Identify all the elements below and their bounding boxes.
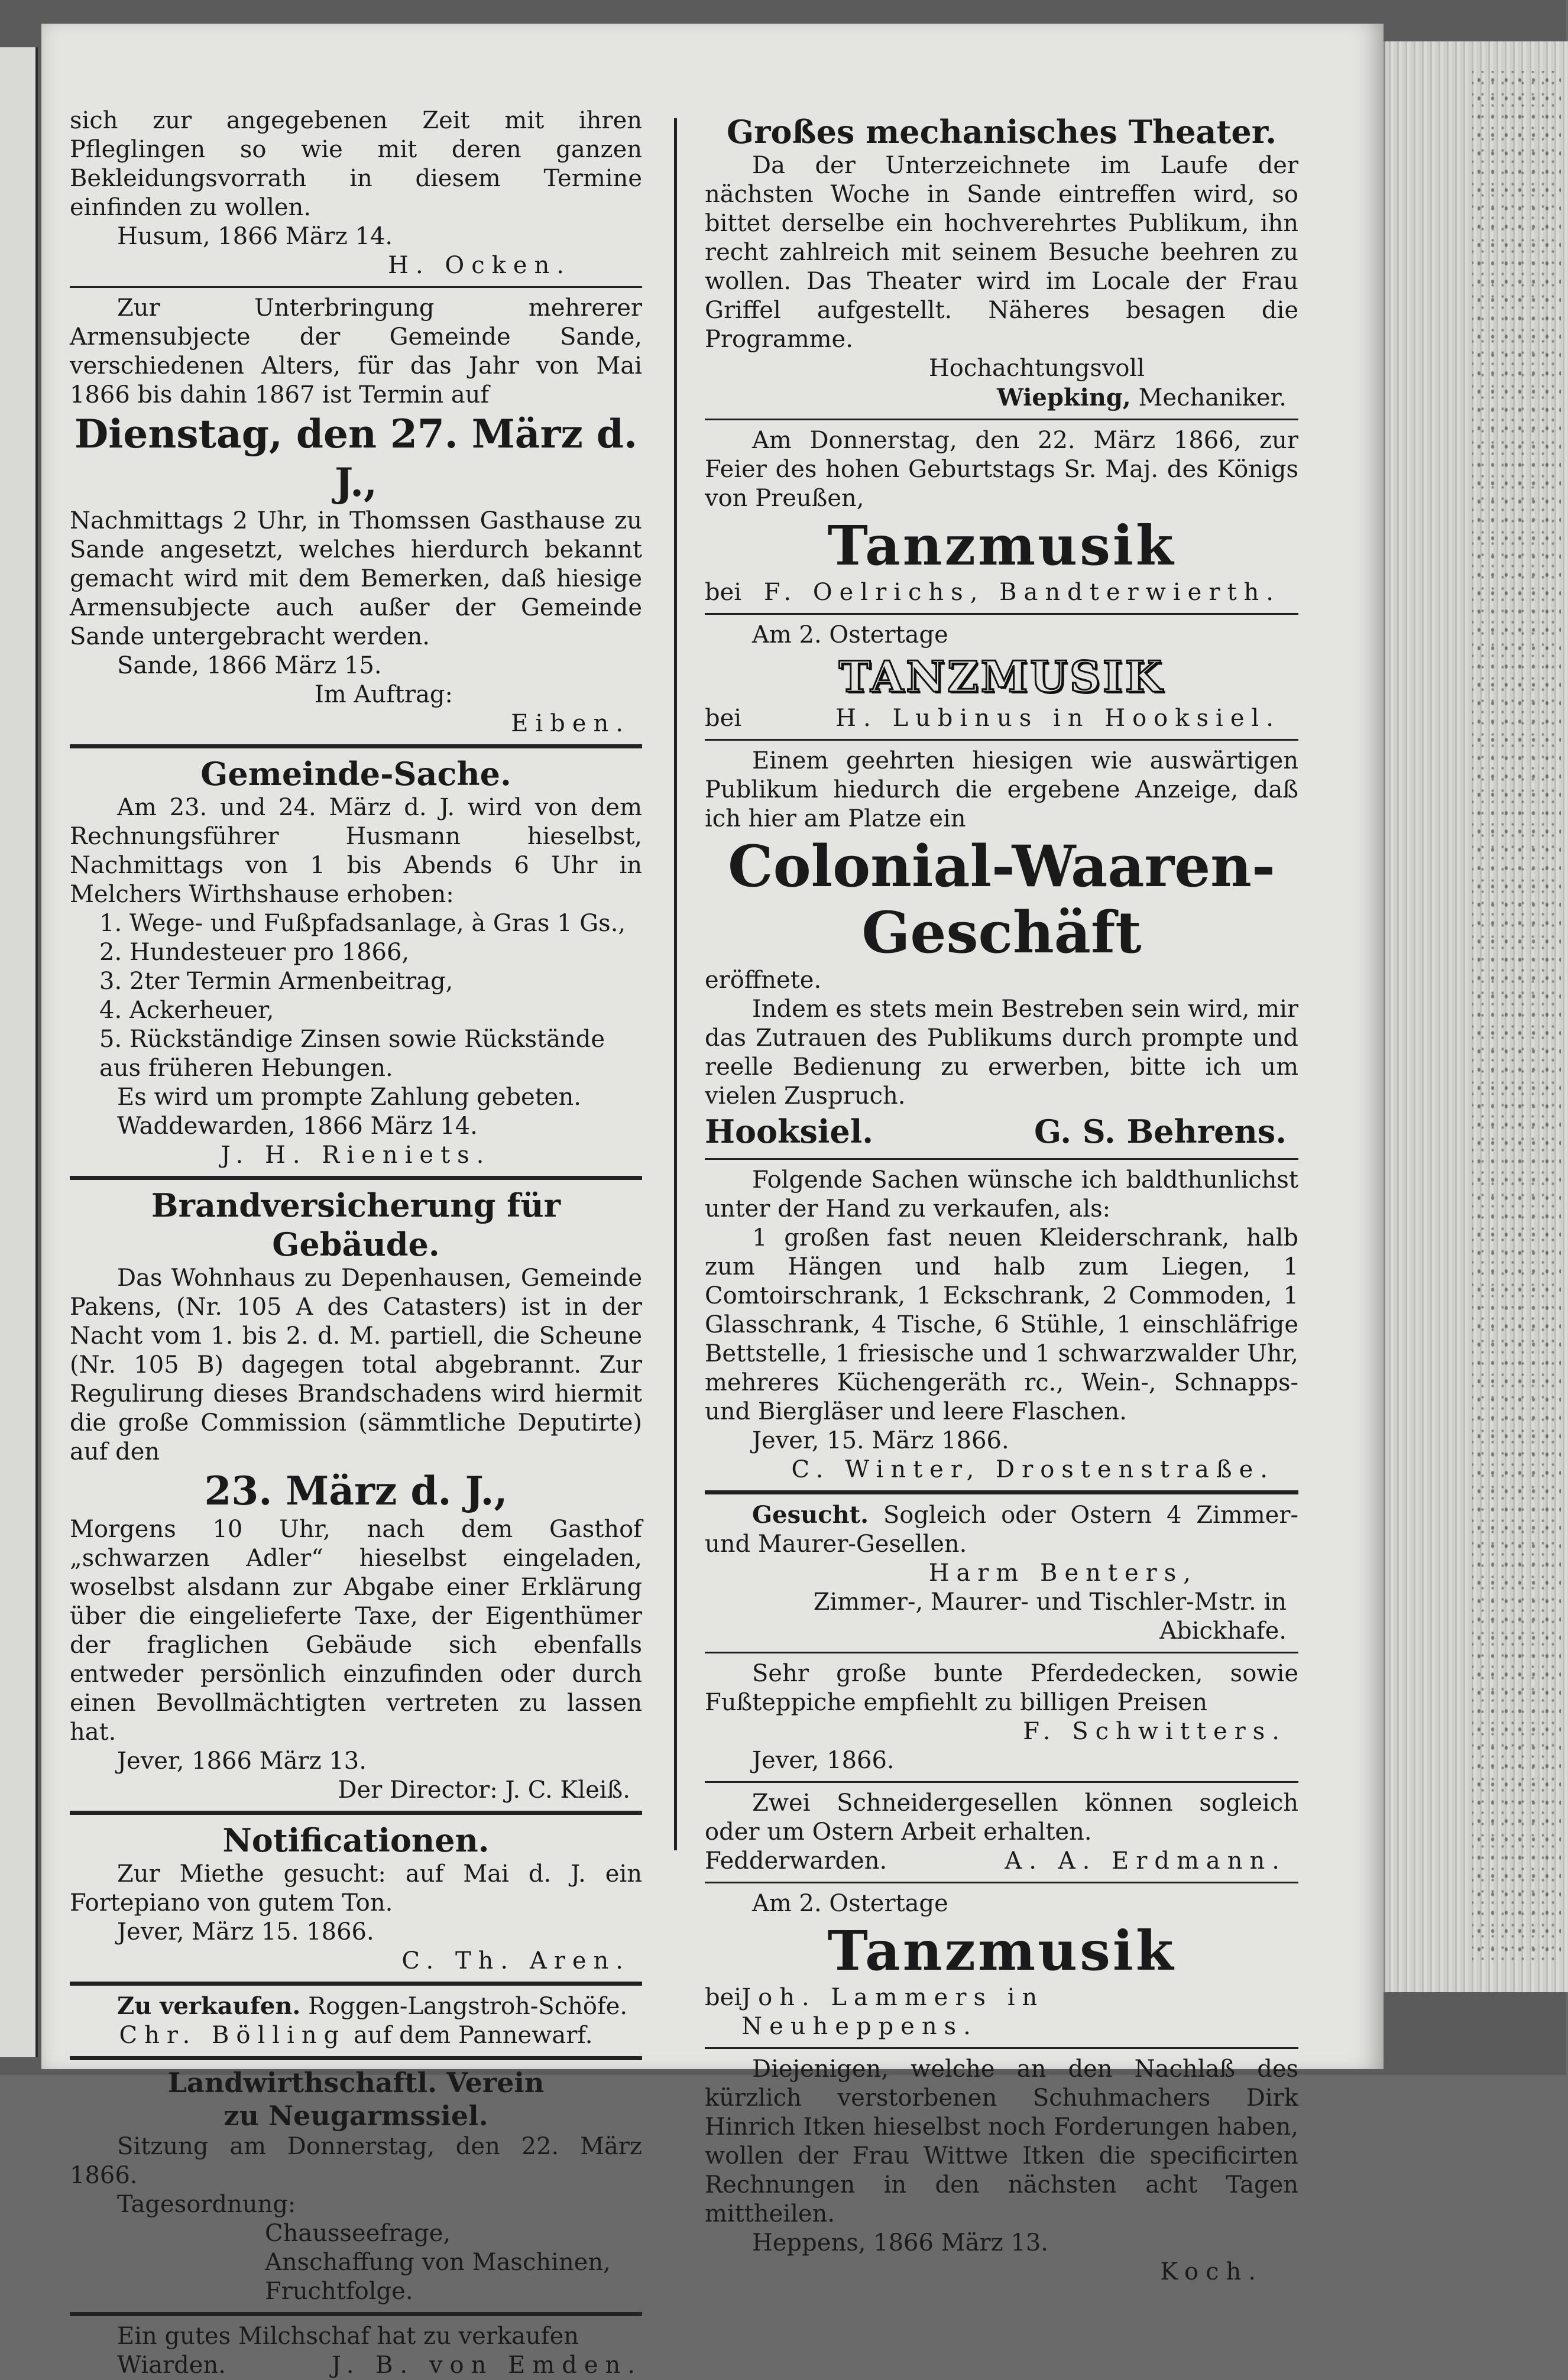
separator	[70, 2312, 642, 2316]
agenda-item: Chausseefrage,	[265, 2220, 451, 2247]
ad-signature: Joh. Lammers in Neuheppens.	[741, 1984, 1045, 2040]
signature-name: Wiepking,	[997, 384, 1131, 411]
notice-text: Zur Miethe gesucht: auf Mai d. J. ein Fortepiano von gutem Ton.	[70, 1860, 642, 1917]
ad-bei: bei	[705, 1984, 742, 2011]
ad-text: Einem geehrten hiesigen wie auswärtigen Publikum hiedurch die ergebene Anzeige, daß ich hier am Platze ein	[705, 747, 1298, 832]
notice-place: Waddewarden, 1866 März 14.	[117, 1113, 478, 1140]
ad-signature: H. Lubinus in Hooksiel.	[835, 705, 1281, 732]
ad-place: Heppens, 1866 März 13.	[752, 2229, 1048, 2256]
separator	[705, 1490, 1298, 1494]
notice-text: Ein gutes Milchschaf hat zu verkaufen	[117, 2323, 579, 2350]
ad-lead: Gesucht.	[752, 1501, 869, 1529]
ad-signature: Zimmer-, Maurer- und Tischler-Mstr. in Abickhafe.	[813, 1588, 1287, 1645]
notice-text: Morgens 10 Uhr, nach dem Gasthof „schwarzen Adler“ hieselbst eingeladen, woselbst alsdann zur Abgabe einer Erklärung über die eingelieferte Taxe, der Eigenthümer der fraglichen Gebäude sich ebenfalls entweder persönlich einzufinden oder durch einen Bevollmächtigten vertreten zu lassen hat.	[70, 1516, 642, 1746]
ad-text: eröffnete.	[705, 967, 822, 994]
separator	[705, 613, 1298, 615]
ad-text: Sehr große bunte Pferdedecken, sowie Fußteppiche empfiehlt zu billigen Preisen	[705, 1660, 1298, 1716]
ad-title: TANZMUSIK	[838, 651, 1165, 702]
notice-notificationen	[70, 1821, 642, 1976]
separator	[705, 1158, 1298, 1160]
separator	[705, 2047, 1298, 2049]
ad-title: Großes mechanisches Theater.	[726, 113, 1277, 151]
notice-husum	[70, 106, 642, 280]
ad-gesucht	[705, 1500, 1298, 1646]
ad-nachlass	[705, 2055, 1298, 2287]
notice-item: Roggen-Langstroh-Schöfe.	[308, 1993, 628, 2020]
list-item: 3. 2ter Termin Armenbeitrag,	[99, 968, 453, 995]
ad-signature: A. A. Erdmann.	[1005, 1847, 1287, 1875]
agenda-label: Tagesordnung:	[117, 2191, 296, 2218]
notice-verein	[70, 2066, 642, 2306]
ad-signature	[705, 383, 1298, 413]
notice-zu-verkaufen	[70, 1992, 642, 2050]
notice-place: Wiarden.	[117, 2352, 226, 2379]
notice-text	[70, 1992, 642, 2021]
separator	[705, 1882, 1298, 1883]
notice-signature: H. Ocken.	[388, 252, 571, 279]
ad-text: 1 großen fast neuen Kleiderschrank, halb zum Hängen und halb zum Liegen, 1 Comtoirschrank, 1 Eckschrank, 2 Commoden, 1 Glasschrank, 4 Tische, 6 Stühle, 1 einschläfrige Bettstelle, 1 friesische und 1 schwarzwalder Uhr, mehreres Küchengeräth rc., Wein-, Schnapps- und Biergläser und leere Flaschen.	[705, 1224, 1298, 1425]
notice-lead: Zu verkaufen.	[117, 1992, 301, 2020]
list-item: 1. Wege- und Fußpfadsanlage, à Gras 1 Gs.,	[99, 910, 626, 937]
ad-moebel	[705, 1166, 1298, 1484]
notice-footer	[70, 2351, 642, 2380]
notice-text: Nachmittags 2 Uhr, in Thomssen Gasthause zu Sande angesetzt, welches hierdurch bekannt gemacht wird mit dem Bemerken, daß hiesige Armensubjecte auch außer der Gemeinde Sande untergebracht werden.	[70, 507, 642, 650]
ad-text: Zwei Schneidergesellen können sogleich oder um Ostern Arbeit erhalten.	[705, 1789, 1298, 1846]
ad-footer	[705, 578, 1298, 607]
signature-name: Chr. Bölling	[119, 2022, 346, 2049]
ad-place: Jever, 15. März 1866.	[752, 1427, 1009, 1454]
ad-tanzmusik-lubinus	[705, 621, 1298, 733]
separator	[70, 1982, 642, 1986]
previous-page-edge	[0, 47, 38, 2057]
ad-item: Sogleich oder Ostern 4 Zimmer- und Maurer-Gesellen.	[705, 1502, 1298, 1558]
page-edge-speckle	[1472, 71, 1561, 1963]
separator	[70, 744, 642, 748]
notice-brandversicherung	[70, 1186, 642, 1805]
notice-title: Landwirthschaftl. Verein	[167, 2067, 545, 2099]
ad-footer	[705, 1983, 1298, 2041]
notice-signature: Eiben.	[511, 710, 630, 737]
notice-by: Im Auftrag:	[314, 681, 453, 708]
notice-title: Brandversicherung für Gebäude.	[151, 1186, 561, 1263]
notice-text: Es wird um prompte Zahlung gebeten.	[117, 1084, 581, 1111]
ad-title: Tanzmusik	[827, 514, 1176, 578]
ad-place: Jever, 1866.	[752, 1747, 895, 1774]
list-item: 2. Hundesteuer pro 1866,	[99, 939, 410, 966]
notice-text: Am 23. und 24. März d. J. wird von dem Rechnungsführer Husmann hieselbst, Nachmittags von 1 bis Abends 6 Uhr in Melchers Wirthshause erhoben:	[70, 794, 642, 908]
notice-signature: Der Director: J. C. Kleiß.	[338, 1776, 630, 1804]
notice-text: sich zur angegebenen Zeit mit ihren Pfleglingen so wie mit deren ganzen Bekleidungsvorrath in diesem Termine einfinden zu wollen.	[70, 107, 642, 221]
notice-signature	[70, 2021, 642, 2050]
notice-place: Husum, 1866 März 14.	[117, 223, 393, 250]
ad-footer	[705, 1111, 1298, 1152]
notice-place: Sande, 1866 März 15.	[117, 652, 382, 679]
notice-date-headline: Dienstag, den 27. März d. J.,	[74, 411, 637, 505]
notice-signature: J. B. von Emden.	[331, 2352, 642, 2379]
separator	[70, 1176, 642, 1180]
ad-text: Am 2. Ostertage	[752, 621, 948, 648]
ad-footer	[705, 1847, 1298, 1876]
right-column	[705, 112, 1298, 2287]
notice-armensubjecte	[70, 294, 642, 738]
agenda-item: Fruchtfolge.	[265, 2278, 413, 2305]
notice-title: zu Neugarmssiel.	[223, 2100, 488, 2132]
ad-signature: F. Oelrichs, Bandterwierth.	[763, 579, 1281, 606]
ad-title: Geschäft	[861, 899, 1142, 966]
ad-text: Folgende Sachen wünsche ich baldthunlichst unter der Hand zu verkaufen, als:	[705, 1166, 1298, 1223]
ad-bei: bei	[705, 579, 742, 606]
ad-tanzmusik-lammers	[705, 1889, 1298, 2041]
column-divider	[674, 118, 677, 1850]
ad-footer	[705, 704, 1298, 733]
ad-greeting: Hochachtungsvoll	[928, 355, 1145, 382]
notice-date-headline: 23. März d. J.,	[204, 1468, 508, 1514]
separator	[705, 419, 1298, 420]
list-item: 5. Rückständige Zinsen sowie Rückstände aus früheren Hebungen.	[99, 1026, 605, 1082]
notice-title: Gemeinde-Sache.	[200, 755, 511, 793]
notice-signature: C. Th. Aren.	[401, 1947, 630, 1974]
notice-place: Jever, März 15. 1866.	[117, 1918, 374, 1945]
ad-colonial	[705, 747, 1298, 1152]
list-item: 4. Ackerheuer,	[99, 997, 274, 1024]
notice-title: Notificationen.	[222, 1821, 490, 1859]
left-column	[70, 106, 642, 2380]
ad-place: Fedderwarden.	[705, 1847, 887, 1875]
ad-schneider	[705, 1789, 1298, 1876]
ad-signature: F. Schwitters.	[1023, 1718, 1287, 1745]
ad-title: Tanzmusik	[827, 1919, 1176, 1983]
notice-text: Das Wohnhaus zu Depenhausen, Gemeinde Pakens, (Nr. 105 A des Catasters) ist in der Nacht vom 1. bis 2. d. M. partiell, die Scheune (Nr. 105 B) dagegen total abgebrannt. Zur Regulirung dieses Brandschadens wird hiermit die große Commission (sämmtliche Deputirte) auf den	[70, 1264, 642, 1465]
ad-tanzmusik-oelrichs	[705, 426, 1298, 607]
ad-text: Diejenigen, welche an den Nachlaß des kürzlich verstorbenen Schuhmachers Dirk Hinrich Itken hieselbst noch Forderungen haben, wollen der Frau Wittwe Itken die specificirten Rechnungen in den nächsten acht Tagen mittheilen.	[705, 2055, 1298, 2227]
notice-meeting: Sitzung am Donnerstag, den 22. März 1866.	[70, 2133, 642, 2189]
notice-signature: J. H. Rieniets.	[221, 1142, 491, 1169]
separator	[705, 1781, 1298, 1783]
ad-text: Am Donnerstag, den 22. März 1866, zur Feier des hohen Geburtstags Sr. Maj. des Königs von Preußen,	[705, 427, 1298, 512]
notice-gemeinde-sache	[70, 754, 642, 1170]
ad-text: Da der Unterzeichnete im Laufe der nächsten Woche in Sande eintreffen wird, so bittet derselbe ein hochverehrtes Publikum, ihn recht zahlreich mit seinem Besuche beehren zu wollen. Das Theater wird im Locale der Frau Griffel aufgestellt. Näheres besagen die Programme.	[705, 152, 1298, 353]
ad-pferdedecken	[705, 1659, 1298, 1775]
separator	[705, 1652, 1298, 1653]
separator	[70, 2056, 642, 2060]
separator	[70, 1811, 642, 1815]
ad-title: Colonial-Waaren-	[728, 833, 1275, 900]
signature-place: auf dem Pannewarf.	[353, 2022, 593, 2049]
notice-milchschaf	[70, 2322, 642, 2380]
separator	[705, 739, 1298, 741]
ad-bei: bei	[705, 705, 742, 732]
ad-text	[705, 1500, 1298, 1559]
tax-list	[70, 909, 642, 1083]
notice-place: Jever, 1866 März 13.	[117, 1747, 367, 1775]
separator	[70, 286, 642, 288]
ad-text: Am 2. Ostertage	[752, 1890, 948, 1917]
ad-place: Hooksiel.	[705, 1113, 874, 1150]
ad-theater	[705, 112, 1298, 413]
ad-text: Indem es stets mein Bestreben sein wird, mir das Zutrauen des Publikums durch prompte und reelle Bedienung zu erwerben, bitte ich um vielen Zuspruch.	[705, 996, 1298, 1110]
notice-text: Zur Unterbringung mehrerer Armensubjecte der Gemeinde Sande, verschiedenen Alters, für das Jahr von Mai 1866 bis dahin 1867 ist Termin auf	[70, 294, 642, 408]
ad-signature: C. Winter, Drostenstraße.	[791, 1456, 1275, 1483]
signature-role: Mechaniker.	[1138, 384, 1287, 411]
agenda-item: Anschaffung von Maschinen,	[265, 2249, 611, 2276]
ad-signature: G. S. Behrens.	[1034, 1113, 1287, 1150]
ad-signature: Harm Benters,	[928, 1559, 1198, 1587]
ad-signature: Koch.	[1160, 2258, 1263, 2285]
